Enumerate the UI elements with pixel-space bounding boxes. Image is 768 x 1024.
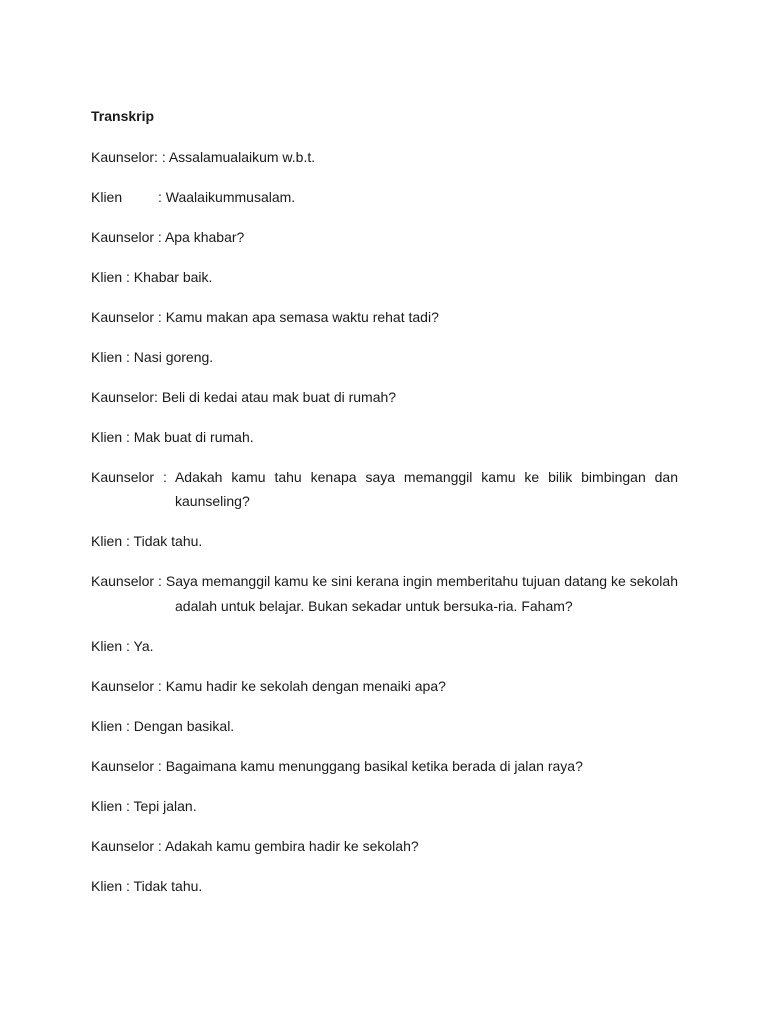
- utterance-text: : Waalaikummusalam.: [158, 189, 296, 205]
- transcript-line: Kaunselor : Saya memanggil kamu ke sini kerana ingin memberitahu tujuan datang ke sekolah: [91, 573, 678, 589]
- transcript-line: Kaunselor : Kamu hadir ke sekolah dengan menaiki apa?: [91, 678, 446, 694]
- transcript-line: Kaunselor: : Assalamualaikum w.b.t.: [91, 149, 316, 165]
- transcript-line: Kaunselor : Bagaimana kamu menunggang basikal ketika berada di jalan raya?: [91, 758, 583, 774]
- transcript-line: Klien : Khabar baik.: [91, 269, 213, 285]
- transcript-line: Klien : Ya.: [91, 638, 154, 654]
- transcript-line: Kaunselor: Beli di kedai atau mak buat di rumah?: [91, 389, 397, 405]
- transcript-line: Klien : Tidak tahu.: [91, 533, 203, 549]
- transcript-line: Klien : Tidak tahu.: [91, 878, 203, 894]
- transcript-line: [91, 187, 678, 207]
- transcript-line-continuation: adalah untuk belajar. Bukan sekadar untuk bersuka-ria. Faham?: [175, 598, 573, 614]
- transcript-line: Kaunselor : Apa khabar?: [91, 229, 245, 245]
- transcript-line: Kaunselor : Adakah kamu tahu kenapa saya memanggil kamu ke bilik bimbingan dan: [91, 469, 678, 485]
- transcript-line: Kaunselor : Kamu makan apa semasa waktu rehat tadi?: [91, 309, 439, 325]
- transcript-line: Klien : Tepi jalan.: [91, 798, 197, 814]
- transcript-line: Kaunselor : Adakah kamu gembira hadir ke sekolah?: [91, 838, 419, 854]
- speaker-label: Klien: [91, 189, 123, 205]
- transcript-line-continuation: kaunseling?: [175, 493, 250, 509]
- transcript-line: Klien : Nasi goreng.: [91, 349, 214, 365]
- transcript-line: Klien : Dengan basikal.: [91, 718, 235, 734]
- transcript-line: Klien : Mak buat di rumah.: [91, 429, 254, 445]
- document-title: Transkrip: [91, 108, 155, 124]
